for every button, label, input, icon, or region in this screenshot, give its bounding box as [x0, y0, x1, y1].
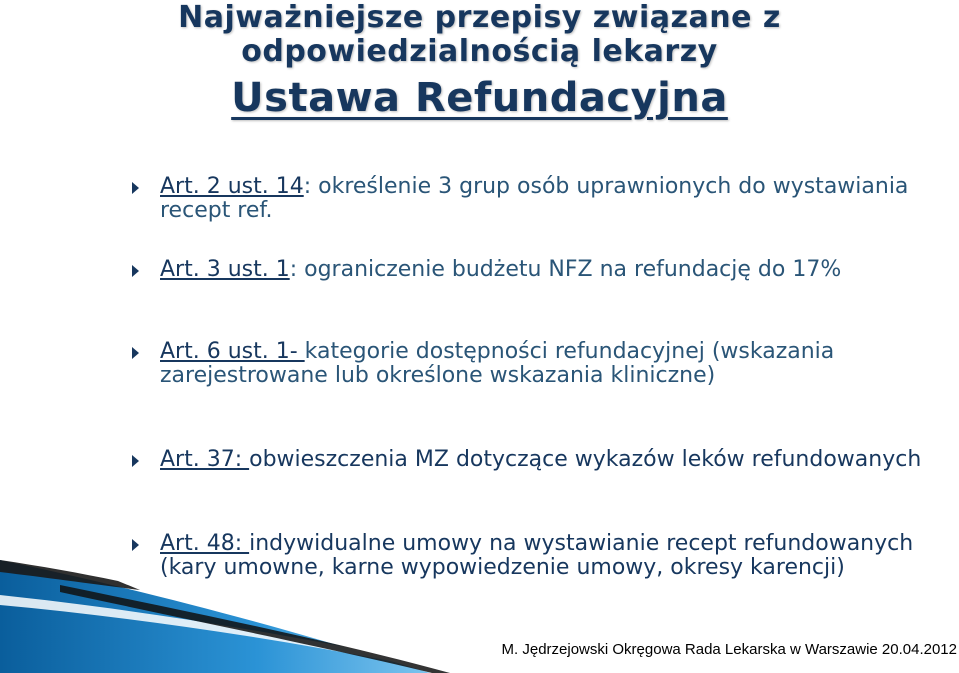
bullet-description: obwieszczenia MZ dotyczące wykazów leków refundowanych — [249, 447, 922, 472]
bullet-description: kategorie dostępności refundacyjnej (wskazania zarejestrowane lub określone wskazania kliniczne) — [160, 339, 835, 388]
article-link[interactable]: Art. 48: — [160, 531, 250, 556]
article-link[interactable]: Art. 6 ust. 1- — [160, 339, 305, 364]
article-link[interactable]: Art. 3 ust. 1 — [160, 257, 290, 282]
title-line-2: odpowiedzialnością lekarzy — [241, 34, 718, 69]
bullet-description: : określenie 3 grup osób uprawnionych do wystawiania recept ref. — [160, 174, 909, 223]
bullet-description: indywidualne umowy na wystawianie recept refundowanych (kary umowne, karne wypowiedzenie umowy, okresy karencji) — [160, 531, 914, 580]
title-main-text: Ustawa Refundacyjna — [231, 75, 728, 121]
title-line-1: Najważniejsze przepisy związane z — [178, 0, 781, 35]
footer-credit: M. Jędrzejowski Okręgowa Rada Lekarska w Warszawie 20.04.2012 — [501, 641, 957, 658]
bullet-description: : ograniczenie budżetu NFZ na refundację do 17% — [289, 257, 842, 282]
article-link[interactable]: Art. 37: — [160, 447, 250, 472]
article-link[interactable]: Art. 2 ust. 14 — [160, 174, 304, 199]
